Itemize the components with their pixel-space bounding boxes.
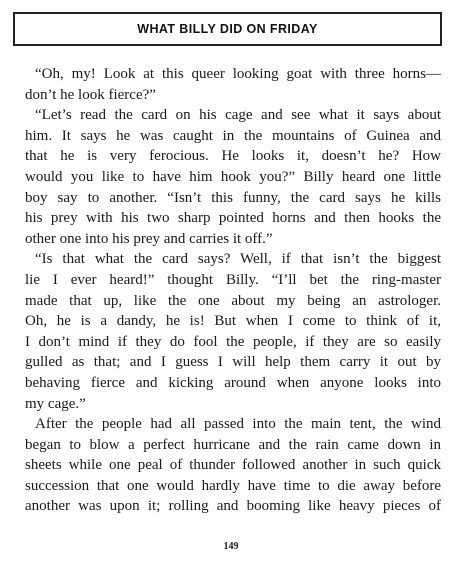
text-line: lie I ever heard!” thought Billy. “I’ll bet the ring-master	[25, 271, 441, 288]
text-line: other one into his prey and carries it off.”	[25, 230, 273, 247]
text-line: “Let’s read the card on his cage and see what it says about	[35, 107, 441, 124]
text-line: another was upon it; rolling and booming like heavy pieces of	[25, 498, 441, 515]
text-line: “Is that what the card says? Well, if that isn’t the biggest	[35, 251, 441, 268]
text-line: don’t he look fierce?”	[25, 86, 156, 103]
chapter-title: WHAT BILLY DID ON FRIDAY	[137, 22, 318, 36]
text-line: Oh, he is a dandy, he is! But when I come to think of it,	[25, 313, 441, 330]
text-line: I don’t mind if they do fool the people, if they are so easily	[25, 333, 441, 350]
chapter-header-box	[13, 12, 442, 46]
text-line: that he is very ferocious. He looks it, doesn’t he? How	[25, 148, 441, 165]
text-line: his prey with his two sharp pointed horns and then hooks the	[25, 210, 441, 227]
text-line: gulled as that; and I guess I will help them carry it out by	[25, 354, 441, 371]
text-line: made that up, like the one about my being an astrologer.	[25, 292, 441, 309]
body-text	[25, 64, 441, 517]
text-line: “Oh, my! Look at this queer looking goat with three horns—	[35, 66, 441, 82]
text-line: him. It says he was caught in the mountains of Guinea and	[25, 127, 441, 144]
text-line: succession that one would hardly have time to die away before	[25, 477, 441, 494]
text-line: would you like to have him hook you?” Billy heard one little	[25, 168, 441, 185]
text-line: behaving fierce and kicking around when anyone looks into	[25, 374, 441, 391]
text-line: sheets while one peal of thunder followed another in such quick	[25, 457, 441, 474]
page-number: 149	[223, 541, 239, 552]
text-line: began to blow a perfect hurricane and the rain came down in	[25, 436, 441, 453]
text-line: After the people had all passed into the main tent, the wind	[35, 416, 441, 433]
text-line: boy say to another. “Isn’t this funny, the card says he kills	[25, 189, 441, 206]
text-line: my cage.”	[25, 395, 86, 412]
